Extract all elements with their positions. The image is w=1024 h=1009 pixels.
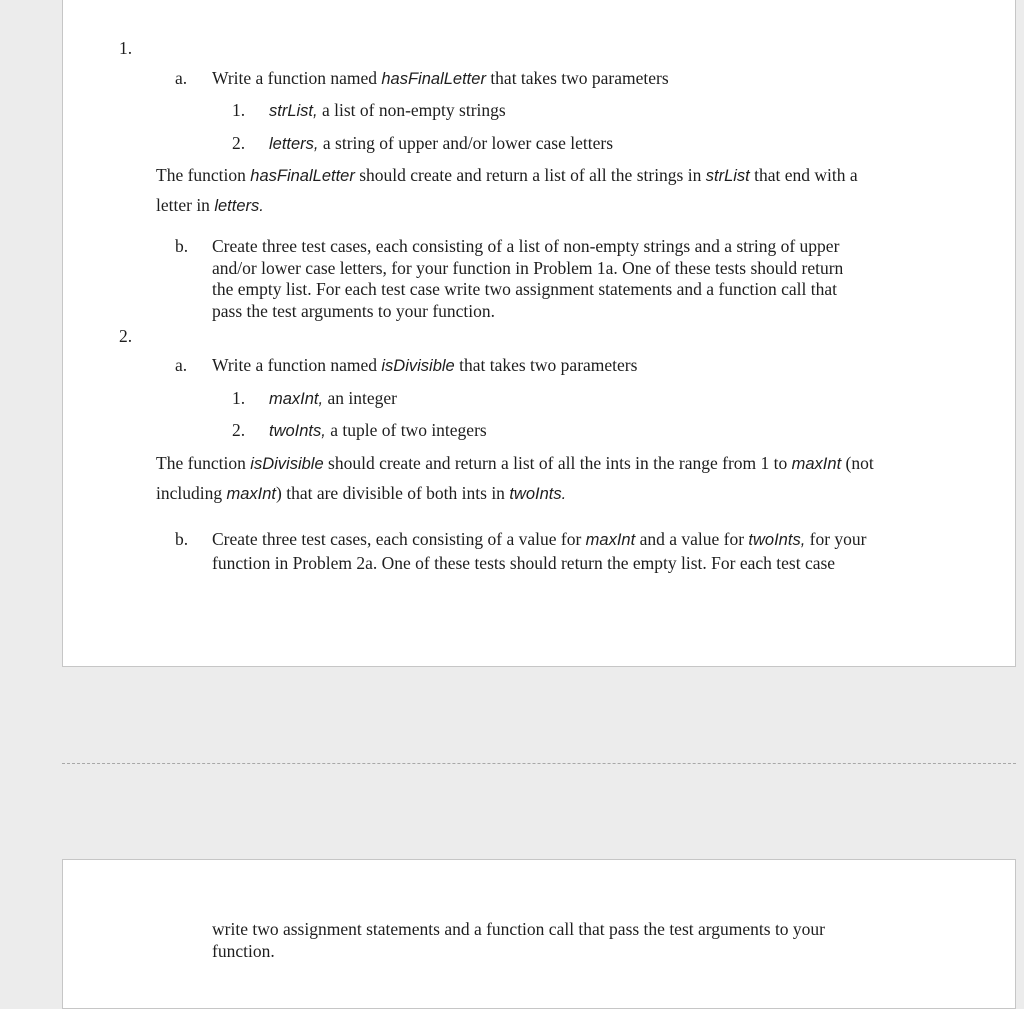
problem-1b-text: pass the test arguments to your function. — [212, 301, 496, 321]
page-break-divider — [62, 763, 1016, 764]
param-strList: strList, a list of non-empty strings — [269, 100, 506, 120]
param-number: 2. — [232, 420, 246, 440]
problem-1-number: 1. — [119, 38, 133, 58]
problem-2b-text: function in Problem 2a. One of these tests should return the empty list. For each test case — [212, 553, 836, 573]
problem-2b-text: Create three test cases, each consisting of a value for maxInt and a value for twoInts, for your — [212, 529, 867, 549]
param-number: 1. — [232, 388, 246, 408]
problem-1b-label: b. — [175, 236, 189, 256]
problem-2a-description: The function isDivisible should create and return a list of all the ints in the range from 1 to maxInt (not — [156, 453, 874, 473]
problem-2b-continued-text: write two assignment statements and a function call that pass the test arguments to your — [212, 919, 826, 939]
problem-2-number: 2. — [119, 326, 133, 346]
problem-2a-intro: Write a function named isDivisible that takes two parameters — [212, 355, 638, 375]
problem-2b-continued-text: function. — [212, 941, 275, 961]
problem-1b-text: and/or lower case letters, for your function in Problem 1a. One of these tests should return — [212, 258, 844, 278]
param-letters: letters, a string of upper and/or lower case letters — [269, 133, 614, 153]
problem-2a-label: a. — [175, 355, 188, 375]
problem-1a-description-cont: letter in letters. — [156, 195, 264, 215]
problem-1a-intro: Write a function named hasFinalLetter that takes two parameters — [212, 68, 669, 88]
problem-1a-label: a. — [175, 68, 188, 88]
param-number: 2. — [232, 133, 246, 153]
problem-1b-text: the empty list. For each test case write two assignment statements and a function call that — [212, 279, 837, 299]
param-twoInts: twoInts, a tuple of two integers — [269, 420, 487, 440]
param-maxInt: maxInt, an integer — [269, 388, 397, 408]
problem-1b-text: Create three test cases, each consisting of a list of non-empty strings and a string of upper — [212, 236, 840, 256]
problem-2b-label: b. — [175, 529, 189, 549]
problem-2a-description-cont: including maxInt) that are divisible of both ints in twoInts. — [156, 483, 567, 503]
function-name-isDivisible: isDivisible — [381, 357, 455, 375]
param-number: 1. — [232, 100, 246, 120]
function-name-hasFinalLetter: hasFinalLetter — [381, 70, 486, 88]
problem-1a-description: The function hasFinalLetter should create and return a list of all the strings in strList that end with a — [156, 165, 858, 185]
